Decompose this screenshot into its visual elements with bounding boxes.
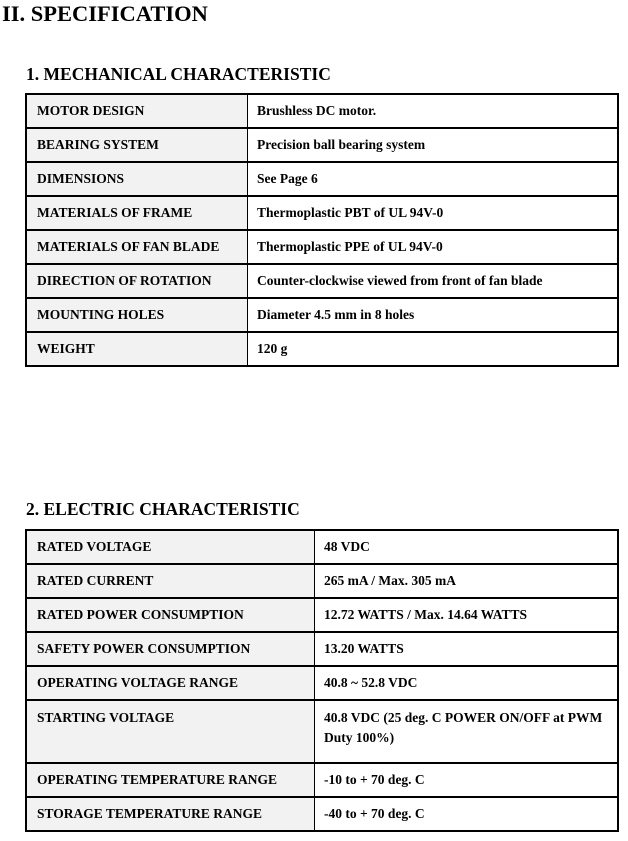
table-row xyxy=(26,598,618,632)
table-row xyxy=(26,230,618,264)
page-title: II. SPECIFICATION xyxy=(2,1,208,26)
table-row xyxy=(26,162,618,196)
spec-value: Brushless DC motor. xyxy=(248,94,619,128)
spec-value: Counter-clockwise viewed from front of fan blade xyxy=(248,264,619,298)
electric-spec-table xyxy=(25,529,619,832)
spec-key: MATERIALS OF FRAME xyxy=(26,196,248,230)
spec-key: OPERATING VOLTAGE RANGE xyxy=(26,666,315,700)
spec-value: Thermoplastic PPE of UL 94V-0 xyxy=(248,230,619,264)
spec-value: Diameter 4.5 mm in 8 holes xyxy=(248,298,619,332)
spec-key: RATED VOLTAGE xyxy=(26,530,315,564)
spec-value: 12.72 WATTS / Max. 14.64 WATTS xyxy=(315,598,619,632)
table-row xyxy=(26,666,618,700)
spec-value: Thermoplastic PBT of UL 94V-0 xyxy=(248,196,619,230)
table-row xyxy=(26,94,618,128)
spec-key: BEARING SYSTEM xyxy=(26,128,248,162)
spec-key: SAFETY POWER CONSUMPTION xyxy=(26,632,315,666)
spec-value: -10 to + 70 deg. C xyxy=(315,763,619,797)
spec-value: 48 VDC xyxy=(315,530,619,564)
spec-key: WEIGHT xyxy=(26,332,248,366)
spec-key: DIRECTION OF ROTATION xyxy=(26,264,248,298)
table-row xyxy=(26,264,618,298)
spec-key: MATERIALS OF FAN BLADE xyxy=(26,230,248,264)
spec-value: 13.20 WATTS xyxy=(315,632,619,666)
table-row xyxy=(26,797,618,831)
table-row xyxy=(26,530,618,564)
spec-value: 120 g xyxy=(248,332,619,366)
spec-key: MOUNTING HOLES xyxy=(26,298,248,332)
section-title-electric: 2. ELECTRIC CHARACTERISTIC xyxy=(26,499,300,519)
spec-value: Precision ball bearing system xyxy=(248,128,619,162)
spec-value: 40.8 ~ 52.8 VDC xyxy=(315,666,619,700)
section-title-mechanical: 1. MECHANICAL CHARACTERISTIC xyxy=(26,64,331,84)
table-row xyxy=(26,298,618,332)
spec-key: DIMENSIONS xyxy=(26,162,248,196)
spec-key: OPERATING TEMPERATURE RANGE xyxy=(26,763,315,797)
spec-value: 40.8 VDC (25 deg. C POWER ON/OFF at PWM Duty 100%) xyxy=(315,700,619,763)
spec-key: RATED POWER CONSUMPTION xyxy=(26,598,315,632)
spec-key: STORAGE TEMPERATURE RANGE xyxy=(26,797,315,831)
table-row xyxy=(26,332,618,366)
spec-key: RATED CURRENT xyxy=(26,564,315,598)
table-row xyxy=(26,632,618,666)
table-row xyxy=(26,196,618,230)
spec-value: -40 to + 70 deg. C xyxy=(315,797,619,831)
table-row xyxy=(26,763,618,797)
mechanical-spec-table xyxy=(25,93,619,367)
spec-value: See Page 6 xyxy=(248,162,619,196)
table-row xyxy=(26,700,618,763)
table-row xyxy=(26,128,618,162)
spec-key: MOTOR DESIGN xyxy=(26,94,248,128)
spec-key: STARTING VOLTAGE xyxy=(26,700,315,763)
table-row xyxy=(26,564,618,598)
spec-value: 265 mA / Max. 305 mA xyxy=(315,564,619,598)
